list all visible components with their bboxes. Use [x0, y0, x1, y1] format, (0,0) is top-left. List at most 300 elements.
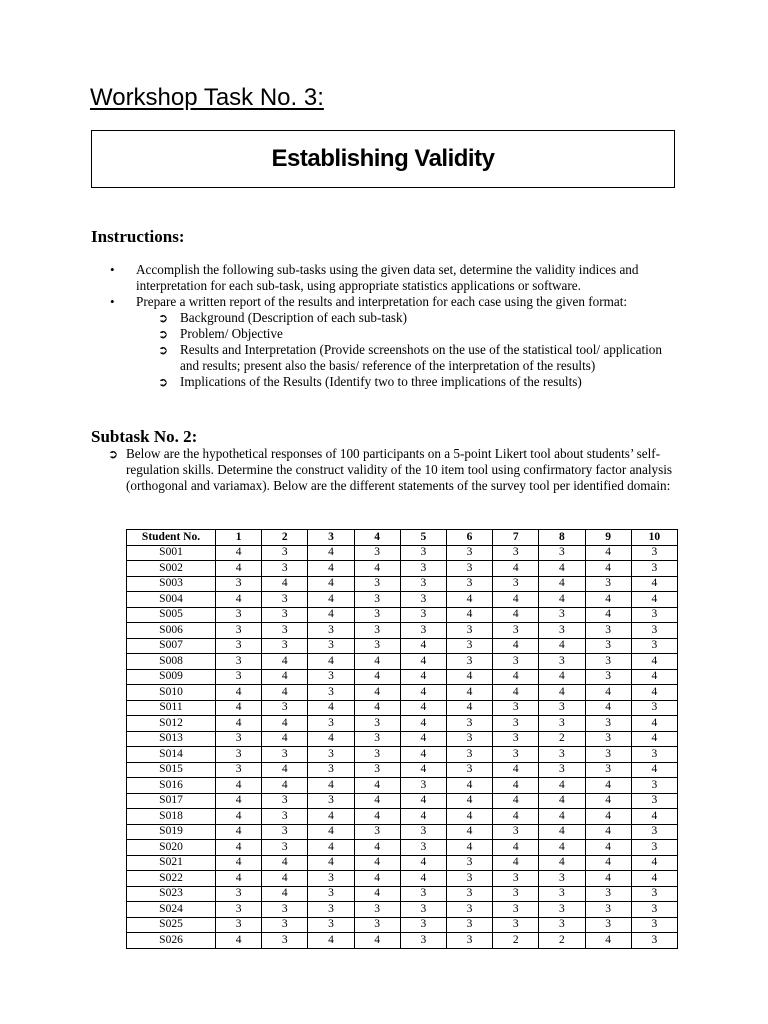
table-header-row	[127, 530, 678, 546]
response-cell: 3	[262, 793, 308, 809]
response-cell: 4	[308, 855, 354, 871]
response-cell: 3	[446, 871, 492, 887]
response-cell: 4	[354, 871, 400, 887]
response-cell: 3	[539, 654, 585, 670]
subtask-heading: Subtask No. 2:	[91, 427, 198, 446]
response-cell: 3	[446, 762, 492, 778]
response-cell: 3	[493, 700, 539, 716]
student-id-cell: S006	[127, 623, 216, 639]
response-cell: 4	[354, 669, 400, 685]
response-cell: 4	[585, 592, 631, 608]
table-row	[127, 545, 678, 561]
response-cell: 4	[539, 855, 585, 871]
response-cell: 3	[262, 592, 308, 608]
response-cell: 3	[308, 886, 354, 902]
response-cell: 3	[400, 561, 446, 577]
response-cell: 4	[631, 716, 677, 732]
student-id-cell: S009	[127, 669, 216, 685]
student-id-cell: S012	[127, 716, 216, 732]
response-cell: 4	[400, 654, 446, 670]
table-row	[127, 871, 678, 887]
student-id-cell: S016	[127, 778, 216, 794]
response-cell: 4	[539, 592, 585, 608]
response-cell: 3	[216, 747, 262, 763]
response-cell: 3	[539, 623, 585, 639]
student-id-cell: S019	[127, 824, 216, 840]
table-row	[127, 917, 678, 933]
response-cell: 3	[308, 623, 354, 639]
table-row	[127, 716, 678, 732]
student-id-cell: S017	[127, 793, 216, 809]
table-row	[127, 623, 678, 639]
column-header-item: 9	[585, 530, 631, 546]
table-row	[127, 700, 678, 716]
response-cell: 4	[262, 778, 308, 794]
response-cell: 3	[216, 762, 262, 778]
response-cell: 4	[354, 933, 400, 949]
response-cell: 3	[493, 917, 539, 933]
response-cell: 3	[262, 623, 308, 639]
response-cell: 3	[493, 747, 539, 763]
response-cell: 4	[262, 731, 308, 747]
response-cell: 3	[262, 561, 308, 577]
response-cell: 4	[631, 731, 677, 747]
table-row	[127, 685, 678, 701]
arrow-bullet-icon: ➲	[158, 327, 169, 341]
response-cell: 4	[308, 607, 354, 623]
response-cell: 4	[631, 762, 677, 778]
response-cell: 4	[539, 778, 585, 794]
response-cell: 4	[493, 607, 539, 623]
response-cell: 3	[354, 824, 400, 840]
response-cell: 3	[216, 731, 262, 747]
student-id-cell: S002	[127, 561, 216, 577]
table-row	[127, 809, 678, 825]
response-cell: 4	[539, 561, 585, 577]
response-cell: 3	[354, 747, 400, 763]
student-id-cell: S003	[127, 576, 216, 592]
response-cell: 4	[308, 700, 354, 716]
column-header-item: 7	[493, 530, 539, 546]
response-cell: 4	[585, 778, 631, 794]
response-cell: 3	[446, 917, 492, 933]
response-cell: 4	[446, 793, 492, 809]
response-cell: 4	[308, 592, 354, 608]
response-cell: 3	[539, 871, 585, 887]
response-cell: 3	[446, 747, 492, 763]
response-cell: 4	[446, 778, 492, 794]
response-cell: 3	[585, 623, 631, 639]
student-id-cell: S013	[127, 731, 216, 747]
response-cell: 3	[400, 886, 446, 902]
student-id-cell: S015	[127, 762, 216, 778]
response-cell: 3	[631, 917, 677, 933]
response-cell: 4	[400, 685, 446, 701]
table-row	[127, 855, 678, 871]
bullet-text: Accomplish the following sub-tasks using the given data set, determine the validity indices and interpretation for each sub-task, using appropriate statistics applications or software.	[136, 262, 639, 293]
arrow-bullet-icon: ➲	[108, 447, 119, 461]
table-row	[127, 933, 678, 949]
response-cell: 4	[216, 793, 262, 809]
table-body	[127, 545, 678, 948]
response-cell: 4	[308, 731, 354, 747]
table-row	[127, 731, 678, 747]
arrow-bullet-icon: ➲	[158, 343, 169, 357]
response-cell: 3	[493, 871, 539, 887]
response-cell: 4	[400, 731, 446, 747]
response-cell: 4	[400, 716, 446, 732]
response-cell: 4	[400, 762, 446, 778]
response-cell: 4	[446, 824, 492, 840]
response-cell: 3	[631, 793, 677, 809]
response-cell: 3	[539, 716, 585, 732]
response-cell: 4	[585, 793, 631, 809]
response-cell: 3	[631, 747, 677, 763]
response-cell: 4	[493, 638, 539, 654]
response-cell: 3	[216, 576, 262, 592]
response-cell: 3	[446, 623, 492, 639]
response-cell: 3	[262, 902, 308, 918]
response-cell: 3	[631, 638, 677, 654]
student-id-cell: S007	[127, 638, 216, 654]
responses-table	[126, 529, 678, 949]
format-item: ➲ Implications of the Results (Identify two to three implications of the results)	[158, 374, 582, 389]
response-cell: 4	[493, 762, 539, 778]
response-cell: 4	[539, 685, 585, 701]
table-row	[127, 747, 678, 763]
response-cell: 4	[446, 685, 492, 701]
response-cell: 3	[354, 592, 400, 608]
response-cell: 3	[585, 747, 631, 763]
response-cell: 3	[631, 824, 677, 840]
table-row	[127, 654, 678, 670]
response-cell: 3	[493, 576, 539, 592]
response-cell: 3	[539, 902, 585, 918]
student-id-cell: S023	[127, 886, 216, 902]
response-cell: 3	[446, 716, 492, 732]
response-cell: 3	[539, 545, 585, 561]
response-cell: 4	[446, 840, 492, 856]
column-header-item: 8	[539, 530, 585, 546]
student-id-cell: S005	[127, 607, 216, 623]
response-cell: 4	[216, 700, 262, 716]
response-cell: 3	[308, 685, 354, 701]
response-cell: 3	[585, 716, 631, 732]
response-cell: 4	[354, 778, 400, 794]
response-cell: 3	[216, 669, 262, 685]
response-cell: 3	[446, 933, 492, 949]
response-cell: 4	[585, 700, 631, 716]
response-cell: 4	[400, 871, 446, 887]
response-cell: 3	[354, 607, 400, 623]
response-cell: 4	[308, 545, 354, 561]
response-cell: 4	[354, 793, 400, 809]
student-id-cell: S020	[127, 840, 216, 856]
column-header-item: 2	[262, 530, 308, 546]
response-cell: 3	[400, 545, 446, 561]
column-header-item: 4	[354, 530, 400, 546]
response-cell: 4	[631, 855, 677, 871]
table-row	[127, 669, 678, 685]
response-cell: 4	[493, 793, 539, 809]
response-cell: 3	[446, 902, 492, 918]
table-row	[127, 778, 678, 794]
response-cell: 3	[400, 623, 446, 639]
response-cell: 2	[539, 933, 585, 949]
response-cell: 4	[585, 871, 631, 887]
response-cell: 3	[585, 917, 631, 933]
student-id-cell: S008	[127, 654, 216, 670]
response-cell: 3	[631, 902, 677, 918]
response-cell: 4	[631, 576, 677, 592]
response-cell: 3	[400, 592, 446, 608]
response-cell: 3	[400, 840, 446, 856]
response-cell: 4	[585, 855, 631, 871]
response-cell: 3	[493, 716, 539, 732]
format-item: ➲ Background (Description of each sub-task)	[158, 310, 408, 325]
response-cell: 4	[631, 685, 677, 701]
response-cell: 3	[631, 607, 677, 623]
response-cell: 3	[354, 902, 400, 918]
student-id-cell: S004	[127, 592, 216, 608]
response-cell: 4	[354, 855, 400, 871]
response-cell: 4	[493, 669, 539, 685]
response-cell: 4	[585, 561, 631, 577]
response-cell: 4	[308, 561, 354, 577]
response-cell: 3	[262, 809, 308, 825]
response-cell: 4	[262, 669, 308, 685]
response-cell: 3	[631, 886, 677, 902]
response-cell: 3	[354, 917, 400, 933]
response-cell: 3	[446, 545, 492, 561]
response-cell: 4	[585, 933, 631, 949]
student-id-cell: S022	[127, 871, 216, 887]
response-cell: 4	[400, 669, 446, 685]
format-item: ➲ Results and Interpretation (Provide screenshots on the use of the statistical tool/ application and results; present also the basis/ reference of the interpretation of the results)	[158, 342, 662, 373]
response-cell: 4	[539, 824, 585, 840]
response-cell: 3	[493, 886, 539, 902]
response-cell: 4	[216, 778, 262, 794]
response-cell: 4	[585, 809, 631, 825]
response-cell: 4	[216, 933, 262, 949]
response-cell: 4	[539, 576, 585, 592]
response-cell: 4	[354, 654, 400, 670]
response-cell: 4	[631, 654, 677, 670]
column-header-item: 10	[631, 530, 677, 546]
response-cell: 3	[539, 886, 585, 902]
response-cell: 3	[262, 824, 308, 840]
response-cell: 3	[262, 917, 308, 933]
response-cell: 3	[354, 576, 400, 592]
response-cell: 3	[308, 871, 354, 887]
response-cell: 4	[539, 638, 585, 654]
format-list	[136, 310, 668, 390]
response-cell: 3	[585, 654, 631, 670]
response-cell: 3	[539, 917, 585, 933]
column-header-item: 1	[216, 530, 262, 546]
response-cell: 4	[493, 685, 539, 701]
response-cell: 3	[631, 561, 677, 577]
response-cell: 3	[400, 576, 446, 592]
response-cell: 3	[262, 840, 308, 856]
student-id-cell: S024	[127, 902, 216, 918]
column-header-item: 5	[400, 530, 446, 546]
response-cell: 2	[493, 933, 539, 949]
response-cell: 3	[308, 669, 354, 685]
response-cell: 3	[216, 638, 262, 654]
list-item	[108, 294, 668, 390]
response-cell: 4	[631, 669, 677, 685]
response-cell: 3	[308, 747, 354, 763]
response-cell: 3	[308, 793, 354, 809]
response-cell: 3	[631, 778, 677, 794]
response-cell: 3	[585, 902, 631, 918]
student-id-cell: S026	[127, 933, 216, 949]
response-cell: 3	[400, 824, 446, 840]
response-cell: 4	[400, 809, 446, 825]
response-cell: 4	[585, 607, 631, 623]
response-cell: 3	[308, 762, 354, 778]
student-id-cell: S018	[127, 809, 216, 825]
response-cell: 4	[308, 840, 354, 856]
response-cell: 4	[631, 809, 677, 825]
response-cell: 4	[216, 855, 262, 871]
response-cell: 4	[493, 592, 539, 608]
response-cell: 4	[493, 840, 539, 856]
response-cell: 3	[354, 716, 400, 732]
response-cell: 3	[354, 623, 400, 639]
response-cell: 3	[262, 638, 308, 654]
response-cell: 3	[585, 731, 631, 747]
arrow-bullet-icon: ➲	[158, 375, 169, 389]
student-id-cell: S011	[127, 700, 216, 716]
response-cell: 3	[216, 607, 262, 623]
response-cell: 3	[446, 855, 492, 871]
response-cell: 4	[216, 685, 262, 701]
response-cell: 3	[308, 902, 354, 918]
response-cell: 4	[354, 809, 400, 825]
response-cell: 4	[308, 933, 354, 949]
response-cell: 3	[493, 731, 539, 747]
subtask-description: ➲ Below are the hypothetical responses of 100 participants on a 5-point Likert tool about students’ self-regulation skills. Determine the construct validity of the 10 item tool using confirmatory factor analysis (orthogonal and variamax). Below are the different statements of the survey tool per identified domain:	[108, 446, 673, 493]
response-cell: 4	[262, 886, 308, 902]
response-cell: 4	[308, 576, 354, 592]
table-row	[127, 762, 678, 778]
response-cell: 3	[631, 840, 677, 856]
response-cell: 4	[446, 700, 492, 716]
response-cell: 4	[539, 809, 585, 825]
response-cell: 2	[539, 731, 585, 747]
response-cell: 3	[400, 902, 446, 918]
response-cell: 4	[262, 871, 308, 887]
response-cell: 4	[262, 855, 308, 871]
response-cell: 4	[354, 700, 400, 716]
response-cell: 3	[539, 607, 585, 623]
column-header-item: 3	[308, 530, 354, 546]
response-cell: 4	[262, 685, 308, 701]
response-cell: 3	[446, 638, 492, 654]
response-cell: 3	[631, 700, 677, 716]
response-cell: 3	[308, 638, 354, 654]
response-cell: 3	[446, 886, 492, 902]
response-cell: 3	[539, 700, 585, 716]
response-cell: 4	[400, 793, 446, 809]
table-row	[127, 824, 678, 840]
table-row	[127, 902, 678, 918]
response-cell: 3	[631, 545, 677, 561]
table-row	[127, 576, 678, 592]
response-cell: 3	[539, 762, 585, 778]
response-cell: 3	[585, 762, 631, 778]
response-cell: 4	[308, 824, 354, 840]
workshop-title: Workshop Task No. 3:	[90, 84, 324, 111]
format-item: ➲ Problem/ Objective	[158, 326, 283, 341]
response-cell: 3	[400, 917, 446, 933]
response-cell: 3	[539, 747, 585, 763]
response-cell: 4	[262, 716, 308, 732]
response-cell: 3	[262, 607, 308, 623]
response-cell: 4	[631, 592, 677, 608]
response-cell: 3	[216, 886, 262, 902]
table-row	[127, 561, 678, 577]
response-cell: 4	[585, 840, 631, 856]
response-cell: 4	[631, 871, 677, 887]
response-cell: 4	[216, 561, 262, 577]
response-cell: 3	[216, 623, 262, 639]
response-cell: 3	[216, 917, 262, 933]
response-cell: 4	[354, 561, 400, 577]
response-cell: 3	[400, 778, 446, 794]
response-cell: 4	[354, 840, 400, 856]
list-item	[108, 262, 668, 294]
response-cell: 4	[354, 685, 400, 701]
instructions-heading: Instructions:	[91, 227, 185, 246]
response-cell: 3	[585, 576, 631, 592]
response-cell: 4	[400, 700, 446, 716]
response-cell: 3	[262, 700, 308, 716]
response-cell: 3	[493, 902, 539, 918]
response-cell: 3	[400, 607, 446, 623]
response-cell: 4	[493, 778, 539, 794]
response-cell: 4	[585, 545, 631, 561]
response-cell: 3	[308, 716, 354, 732]
table-row	[127, 886, 678, 902]
response-cell: 4	[585, 685, 631, 701]
response-cell: 4	[354, 886, 400, 902]
box-title: Establishing Validity	[271, 145, 495, 172]
response-cell: 4	[493, 855, 539, 871]
response-cell: 3	[354, 762, 400, 778]
response-cell: 4	[216, 716, 262, 732]
response-cell: 3	[354, 638, 400, 654]
response-cell: 4	[216, 840, 262, 856]
response-cell: 3	[262, 747, 308, 763]
response-cell: 4	[308, 778, 354, 794]
response-cell: 4	[262, 576, 308, 592]
response-cell: 4	[216, 809, 262, 825]
response-cell: 4	[216, 545, 262, 561]
response-cell: 4	[262, 654, 308, 670]
response-cell: 3	[262, 545, 308, 561]
response-cell: 3	[631, 933, 677, 949]
response-cell: 4	[308, 654, 354, 670]
response-cell: 4	[308, 809, 354, 825]
instructions-list	[108, 262, 668, 390]
table-row	[127, 592, 678, 608]
response-cell: 3	[493, 654, 539, 670]
student-id-cell: S014	[127, 747, 216, 763]
response-cell: 4	[262, 762, 308, 778]
